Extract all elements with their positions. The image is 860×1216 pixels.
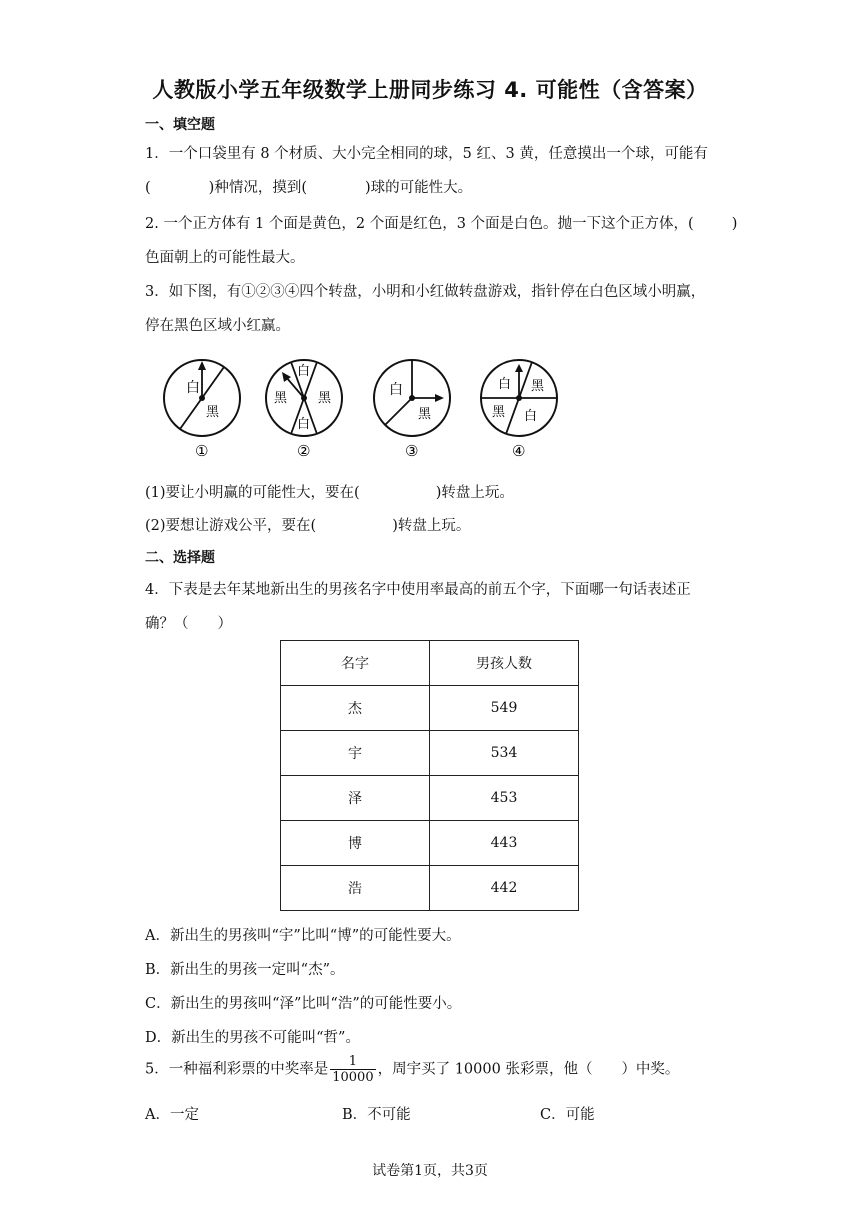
table-cell: 杰 bbox=[281, 686, 430, 731]
table-row bbox=[281, 821, 579, 866]
dial-2-black-label-left: 黑 bbox=[274, 391, 288, 406]
q1-paren-open: ( bbox=[145, 180, 151, 196]
dial-2-white-label-top: 白 bbox=[297, 364, 311, 379]
dial-1-number: ① bbox=[195, 442, 209, 460]
dial-3-number: ③ bbox=[405, 442, 419, 460]
spinner-2 bbox=[266, 360, 342, 460]
table-row bbox=[281, 866, 579, 911]
fraction-numerator: 1 bbox=[348, 1054, 358, 1069]
question-1-line-1: 1．一个口袋里有 8 个材质、大小完全相同的球，5 红、3 黄，任意摸出一个球，可能有 bbox=[145, 146, 708, 162]
dial-4-white-label-bottom: 白 bbox=[524, 409, 538, 424]
dial-2-number: ② bbox=[297, 442, 311, 460]
table-cell: 549 bbox=[430, 686, 579, 731]
question-2-line-1 bbox=[145, 212, 738, 233]
question-4-option-b: B．新出生的男孩一定叫“杰”。 bbox=[145, 962, 345, 978]
question-3-line-2: 停在黑色区域小红赢。 bbox=[145, 318, 290, 334]
table-cell: 泽 bbox=[281, 776, 430, 821]
q5-text-pre: 5．一种福利彩票的中奖率是 bbox=[145, 1061, 329, 1078]
q5-text-post: ，周宇买了 10000 张彩票，他（ ）中奖。 bbox=[377, 1061, 680, 1078]
section-multiple-choice: 二、选择题 bbox=[145, 550, 215, 566]
table-cell: 442 bbox=[430, 866, 579, 911]
table-row bbox=[281, 731, 579, 776]
table-row bbox=[281, 686, 579, 731]
table-row bbox=[281, 776, 579, 821]
q2-paren-close: ) bbox=[731, 216, 738, 232]
question-4-option-a: A．新出生的男孩叫“宇”比叫“博”的可能性要大。 bbox=[145, 928, 461, 944]
table-cell: 443 bbox=[430, 821, 579, 866]
question-4-option-c: C．新出生的男孩叫“泽”比叫“浩”的可能性要小。 bbox=[145, 996, 462, 1012]
table-cell: 博 bbox=[281, 821, 430, 866]
question-3-sub-1 bbox=[145, 481, 720, 502]
question-5-option-a: A．一定 bbox=[145, 1107, 199, 1123]
name-frequency-table bbox=[280, 640, 579, 911]
question-4-line-2: 确？（ ） bbox=[145, 616, 232, 632]
q3-sub2-end: )转盘上玩。 bbox=[392, 518, 471, 534]
q1-text-mid: )种情况，摸到( bbox=[208, 180, 307, 196]
question-3-line-1: 3．如下图，有①②③④四个转盘，小明和小红做转盘游戏，指针停在白色区域小明赢， bbox=[145, 284, 706, 300]
dial-4-black-label-bottom: 黑 bbox=[492, 405, 506, 420]
table-header: 名字 bbox=[281, 641, 430, 686]
question-1-line-2 bbox=[145, 176, 720, 197]
table-cell: 453 bbox=[430, 776, 579, 821]
question-4-line-1: 4．下表是去年某地新出生的男孩名字中使用率最高的前五个字，下面哪一句话表述正 bbox=[145, 582, 691, 598]
page-footer: 试卷第1页，共3页 bbox=[372, 1163, 488, 1179]
question-4-option-d: D．新出生的男孩不可能叫“哲”。 bbox=[145, 1030, 360, 1046]
dial-3-black-label: 黑 bbox=[418, 407, 432, 422]
dial-4-black-label-top: 黑 bbox=[531, 379, 545, 394]
spinner-4 bbox=[481, 360, 557, 460]
fraction-denominator: 10000 bbox=[332, 1070, 374, 1085]
fraction bbox=[330, 1054, 375, 1085]
question-2-line-2: 色面朝上的可能性最大。 bbox=[145, 250, 305, 266]
question-5-option-b: B．不可能 bbox=[342, 1107, 411, 1123]
dial-4-number: ④ bbox=[512, 442, 526, 460]
q3-sub2-text: (2)要想让游戏公平，要在( bbox=[145, 518, 317, 534]
table-header-row bbox=[281, 641, 579, 686]
spinner-3 bbox=[374, 360, 450, 460]
table-cell: 宇 bbox=[281, 731, 430, 776]
dial-1-black-label: 黑 bbox=[206, 405, 220, 420]
spinner-diagram bbox=[160, 358, 580, 468]
dial-3-white-label: 白 bbox=[389, 382, 403, 398]
q3-sub1-text: (1)要让小明赢的可能性大，要在( bbox=[145, 485, 360, 501]
q2-text: 2. 一个正方体有 1 个面是黄色，2 个面是红色，3 个面是白色。抛一下这个正方体，( bbox=[145, 216, 694, 232]
q1-text-end: )球的可能性大。 bbox=[365, 180, 473, 196]
question-5-line bbox=[145, 1054, 720, 1085]
table-cell: 534 bbox=[430, 731, 579, 776]
dial-2-white-label-bottom: 白 bbox=[297, 417, 311, 432]
question-3-sub-2 bbox=[145, 514, 720, 535]
dial-4-white-label-top: 白 bbox=[498, 377, 512, 392]
table-cell: 浩 bbox=[281, 866, 430, 911]
q3-sub1-end: )转盘上玩。 bbox=[435, 485, 514, 501]
section-fill-in-blank: 一、填空题 bbox=[145, 117, 215, 133]
page-title: 人教版小学五年级数学上册同步练习 4. 可能性（含答案） bbox=[152, 78, 708, 102]
dial-2-black-label-right: 黑 bbox=[318, 391, 332, 406]
spinner-1 bbox=[164, 360, 240, 460]
table-header: 男孩人数 bbox=[430, 641, 579, 686]
dial-1-white-label: 白 bbox=[186, 380, 200, 396]
question-5-option-c: C．可能 bbox=[540, 1107, 595, 1123]
